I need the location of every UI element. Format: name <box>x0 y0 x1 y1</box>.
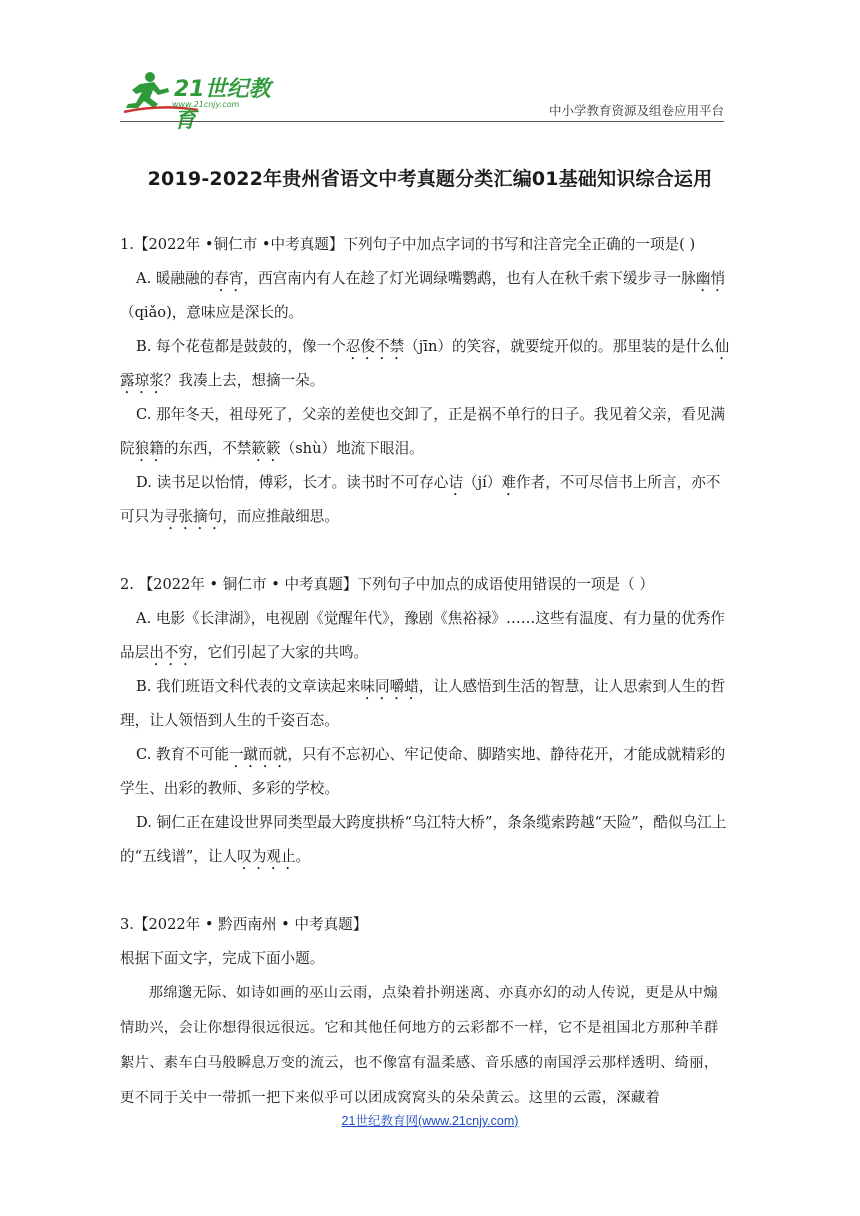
footer-link[interactable]: 21世纪教育网(www.21cnjy.com) <box>341 1114 519 1128</box>
dotted-word: 簌簌 <box>251 440 281 457</box>
page-title: 2019-2022年贵州省语文中考真题分类汇编01基础知识综合运用 <box>147 168 713 190</box>
question-1-option-b: B. 每个花苞都是鼓鼓的，像一个忍俊不禁（jīn）的笑容，就要绽开似的。那里装的是什么仙露琼浆？我凑上去，想摘一朵。 <box>120 338 730 389</box>
dotted-word: 忍俊不禁 <box>345 338 405 355</box>
logo-url: www.21cnjy.com <box>172 100 240 109</box>
header-divider <box>120 121 724 122</box>
question-2-option-b: B. 我们班语文科代表的文章读起来味同嚼蜡，让人感悟到生活的智慧，让人思索到人生的哲理，让人领悟到人生的千姿百态。 <box>120 678 726 729</box>
question-2-option-c: C. 教育不可能一蹴而就，只有不忘初心、牢记使命、脚踏实地、静待花开，才能成就精彩的学生、出彩的教师、多彩的学校。 <box>120 746 726 797</box>
question-3-stem: 3.【2022年 • 黔西南州 • 中考真题】 <box>120 916 368 933</box>
dotted-word: 诘 <box>448 474 463 491</box>
dotted-word: 狼籍 <box>134 440 164 457</box>
footer <box>0 1111 860 1129</box>
header-platform-text: 中小学教育资源及组卷应用平台 <box>548 103 724 118</box>
site-logo <box>120 68 290 133</box>
dotted-word: 味同嚼蜡 <box>360 678 419 695</box>
dotted-word: 叹为观止 <box>237 848 296 865</box>
spacer <box>120 874 732 908</box>
question-3-intro: 根据下面文字，完成下面小题。 <box>120 950 325 967</box>
dotted-word: 出不穷 <box>149 644 193 661</box>
question-2-option-d: D. 铜仁正在建设世界同类型最大跨度拱桥“乌江特大桥”，条条缆索跨越“天险”，酷似乌江上的“五线谱”，让人叹为观止。 <box>120 814 727 865</box>
dotted-word: 寻张摘句 <box>163 508 223 525</box>
question-1-option-d: D. 读书足以怡情，傅彩，长才。读书时不可存心诘（jí）难作者，不可尽信书上所言，亦不可只为寻张摘句，而应推敲细思。 <box>120 474 721 525</box>
question-1-option-a: A. 暖融融的春宵，西宫南内有人在趁了灯光调绿嘴鹦鹉，也有人在秋千索下缓步寻一脉幽悄（qiǎo)，意味应是深长的。 <box>120 270 726 321</box>
document-body <box>120 228 732 1116</box>
dotted-word: 难 <box>501 474 516 491</box>
question-2-stem: 2. 【2022年 • 铜仁市 • 中考真题】下列句子中加点的成语使用错误的一项是（ ） <box>120 576 654 593</box>
dotted-word: 一蹴而就 <box>228 746 288 763</box>
dotted-word: 幽悄 <box>695 270 726 287</box>
question-3-passage: 那绵邈无际、如诗如画的巫山云雨，点染着扑朔迷离、亦真亦幻的动人传说，更是从中煽情助兴，会让你想得很远很远。它和其他任何地方的云彩都不一样，它不是祖国北方那种羊群絮片、素车白马般瞬息万变的流云，也不像富有温柔感、音乐感的南国浮云那样透明、绮丽，更不同于关中一带抓一把下来似乎可以团成窝窝头的朵朵黄云。这里的云霞，深藏着 <box>120 985 719 1106</box>
spacer <box>120 534 732 568</box>
question-2-option-a: A. 电影《长津湖》，电视剧《觉醒年代》，豫剧《焦裕禄》……这些有温度、有力量的优秀作品层出不穷，它们引起了大家的共鸣。 <box>120 610 726 661</box>
question-1-stem: 1.【2022年 •铜仁市 •中考真题】下列句子中加点字词的书写和注音完全正确的一项是( ) <box>120 236 696 253</box>
dotted-word: 仙露琼浆 <box>120 338 730 389</box>
question-1-option-c: C. 那年冬天，祖母死了，父亲的差使也交卸了，正是祸不单行的日子。我见着父亲，看见满院狼籍的东西，不禁簌簌（shù）地流下眼泪。 <box>120 406 726 457</box>
dotted-word: 春宵 <box>214 270 244 287</box>
logo-text: 21世纪教育 <box>174 77 271 133</box>
